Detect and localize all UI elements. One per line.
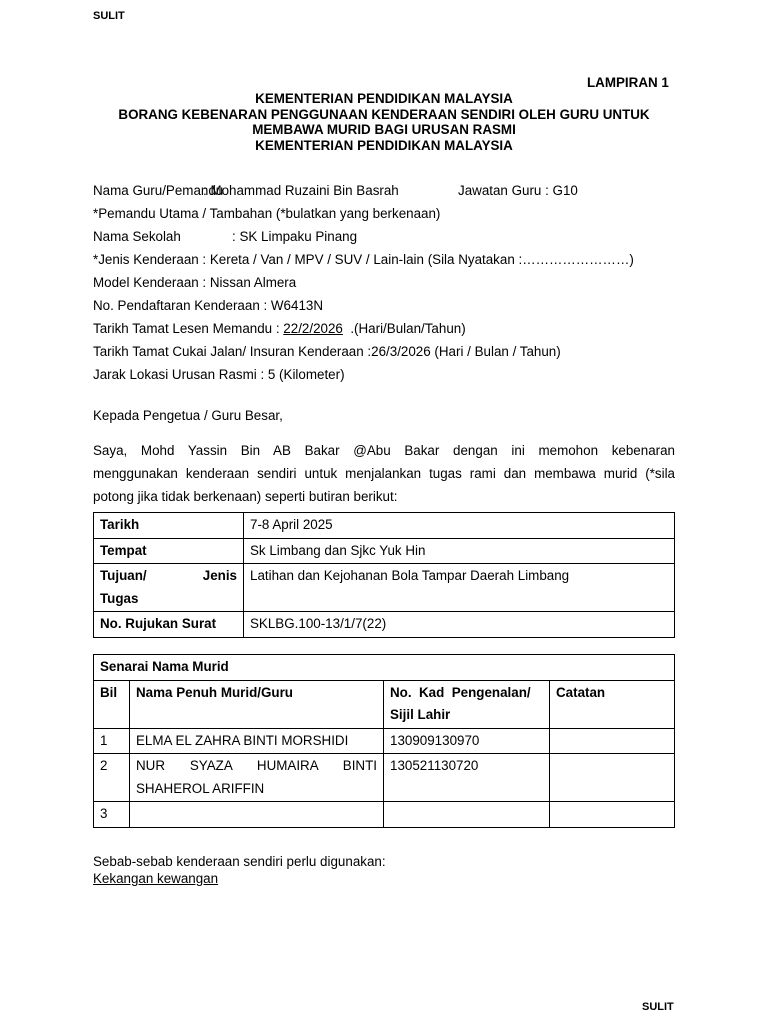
letter-line: Saya, Mohd Yassin Bin AB Bakar @Abu Bakar dengan ini memohon kebenaran bbox=[93, 443, 675, 458]
table-row bbox=[94, 612, 675, 638]
col-header-id bbox=[384, 680, 550, 728]
ref-label: No. Rujukan Surat bbox=[94, 612, 244, 638]
col-header-name: Nama Penuh Murid/Guru bbox=[130, 680, 384, 728]
row-name bbox=[130, 754, 384, 802]
letter-paragraph bbox=[93, 439, 675, 508]
row-notes bbox=[550, 754, 675, 802]
ref-value: SKLBG.100-13/1/7(22) bbox=[244, 612, 675, 638]
letter-line: potong jika tidak berkenaan) seperti butiran berikut: bbox=[93, 489, 398, 504]
driver-role: *Pemandu Utama / Tambahan (*bulatkan yang berkenaan) bbox=[93, 206, 441, 221]
row-no: 2 bbox=[94, 754, 130, 802]
row-notes bbox=[550, 802, 675, 828]
title-line: MEMBAWA MURID BAGI URUSAN RASMI bbox=[252, 122, 516, 137]
title-line: KEMENTERIAN PENDIDIKAN MALAYSIA bbox=[255, 137, 513, 153]
row-no: 1 bbox=[94, 728, 130, 754]
school-label: Nama Sekolah bbox=[93, 229, 181, 244]
table-row bbox=[94, 802, 675, 828]
road-tax-expiry: Tarikh Tamat Cukai Jalan/ Insuran Kenderaan :26/3/2026 (Hari / Bulan / Tahun) bbox=[93, 344, 561, 359]
details-table bbox=[93, 512, 675, 638]
table-row bbox=[94, 538, 675, 564]
table-header-row bbox=[94, 680, 675, 728]
title-line: BORANG KEBENARAN PENGGUNAAN KENDERAAN SENDIRI OLEH GURU UNTUK bbox=[118, 106, 650, 122]
col-header-id-line2: Sijil Lahir bbox=[390, 707, 451, 722]
date-value: 7-8 April 2025 bbox=[244, 513, 675, 539]
students-caption: Senarai Nama Murid bbox=[94, 655, 675, 681]
vehicle-model: Model Kenderaan : Nissan Almera bbox=[93, 275, 297, 290]
header-classification: SULIT bbox=[93, 10, 125, 22]
row-no: 3 bbox=[94, 802, 130, 828]
purpose-label-line1 bbox=[100, 565, 237, 588]
row-name-line2: SHAHEROL ARIFFIN bbox=[136, 780, 265, 796]
driver-label: Nama Guru/Pemandu bbox=[93, 183, 224, 198]
annex-label: LAMPIRAN 1 bbox=[587, 75, 669, 90]
col-header-id-line1: No. Kad Pengenalan/ bbox=[390, 684, 531, 700]
post-text: Jawatan Guru : G10 bbox=[458, 183, 578, 198]
students-table bbox=[93, 654, 675, 828]
place-value: Sk Limbang dan Sjkc Yuk Hin bbox=[244, 538, 675, 564]
letter-line: menggunakan kenderaan sendiri untuk menjalankan tugas rami dan membawa murid (*sila bbox=[93, 466, 675, 481]
reason-label: Sebab-sebab kenderaan sendiri perlu digunakan: bbox=[93, 854, 386, 869]
registration-number: No. Pendaftaran Kenderaan : W6413N bbox=[93, 298, 324, 313]
row-id: 130909130970 bbox=[384, 728, 550, 754]
row-name-line1: NUR SYAZA HUMAIRA BINTI bbox=[136, 758, 377, 773]
table-row bbox=[94, 564, 675, 612]
reason-value: Kekangan kewangan bbox=[93, 871, 219, 886]
title-line: KEMENTERIAN PENDIDIKAN MALAYSIA bbox=[255, 91, 513, 106]
row-name bbox=[130, 802, 384, 828]
license-date: 22/2/2026 bbox=[283, 321, 343, 336]
col-header-no: Bil bbox=[94, 680, 130, 728]
purpose-label bbox=[94, 564, 244, 612]
row-id bbox=[384, 802, 550, 828]
distance: Jarak Lokasi Urusan Rasmi : 5 (Kilometer) bbox=[93, 367, 345, 382]
form-title bbox=[93, 91, 675, 153]
purpose-label-word: Tujuan/ bbox=[100, 568, 147, 583]
license-suffix: .(Hari/Bulan/Tahun) bbox=[342, 321, 466, 336]
table-row bbox=[94, 728, 675, 754]
table-row bbox=[94, 754, 675, 802]
school-value: : SK Limpaku Pinang bbox=[232, 229, 358, 244]
license-prefix: Tarikh Tamat Lesen Memandu : bbox=[93, 321, 284, 336]
place-label: Tempat bbox=[94, 538, 244, 564]
purpose-label-line2: Tugas bbox=[100, 590, 139, 606]
date-label: Tarikh bbox=[94, 513, 244, 539]
license-expiry bbox=[93, 321, 466, 336]
col-header-notes: Catatan bbox=[550, 680, 675, 728]
table-row bbox=[94, 513, 675, 539]
table-caption-row bbox=[94, 655, 675, 681]
footer-classification: SULIT bbox=[642, 1001, 674, 1013]
vehicle-type: *Jenis Kenderaan : Kereta / Van / MPV / SUV / Lain-lain (Sila Nyatakan :……………………) bbox=[93, 252, 634, 267]
purpose-value: Latihan dan Kejohanan Bola Tampar Daerah Limbang bbox=[244, 564, 675, 612]
driver-value: : Mohammad Ruzaini Bin Basrah bbox=[203, 183, 399, 198]
row-name: ELMA EL ZAHRA BINTI MORSHIDI bbox=[130, 728, 384, 754]
purpose-label-word: Jenis bbox=[202, 568, 237, 583]
row-id: 130521130720 bbox=[384, 754, 550, 802]
row-notes bbox=[550, 728, 675, 754]
salutation: Kepada Pengetua / Guru Besar, bbox=[93, 408, 283, 423]
